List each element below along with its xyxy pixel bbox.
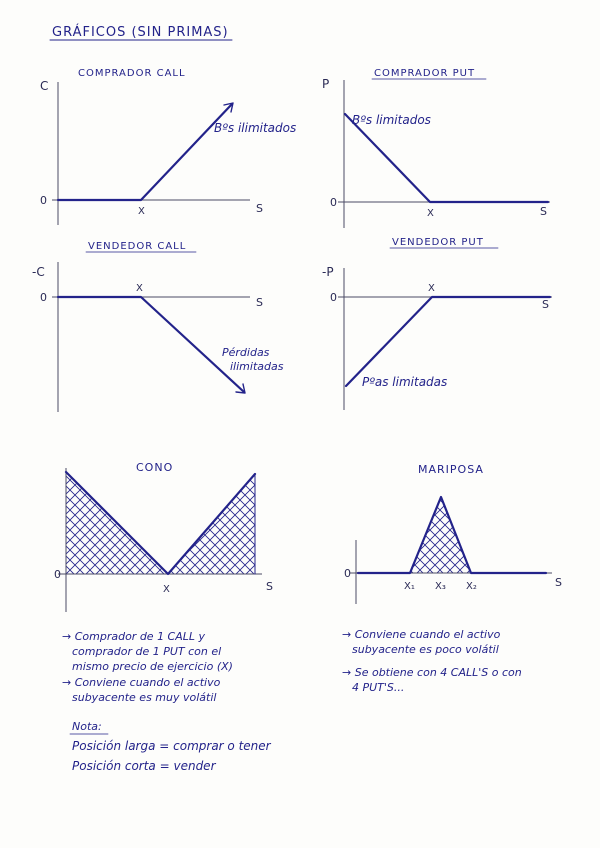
chart-title: CONO: [136, 461, 174, 474]
note-line: 4 PUT'S...: [352, 681, 405, 694]
payoff-line: [346, 297, 550, 386]
y-axis-label: -P: [322, 265, 334, 279]
x-axis-label: S: [542, 298, 549, 311]
payoff-line: [58, 104, 232, 200]
y-axis-label: -C: [32, 265, 45, 279]
note-line: → Conviene cuando el activo: [342, 628, 501, 641]
notes-mariposa: [342, 628, 522, 694]
chart-comprador-put: [322, 68, 550, 228]
strike-label: X: [427, 208, 434, 219]
notes-cono: [62, 630, 233, 704]
x-axis-label: S: [266, 580, 273, 593]
note-line: → Conviene cuando el activo: [62, 676, 221, 689]
zero-label: 0: [40, 291, 47, 304]
payoff-annotation-line2: ilimitadas: [230, 360, 284, 373]
x-axis-label: S: [555, 576, 562, 589]
strike-label: X: [136, 283, 143, 294]
payoff-line: [58, 297, 244, 392]
profit-area: [410, 497, 471, 573]
nota-line: Posición larga = comprar o tener: [72, 739, 271, 753]
payoff-line: [345, 114, 548, 202]
chart-mariposa: [344, 463, 562, 604]
note-line: comprador de 1 PUT con el: [72, 645, 222, 658]
x-axis-label: S: [540, 205, 547, 218]
x-axis-label: S: [256, 296, 263, 309]
payoff-annotation: Bºs limitados: [352, 113, 431, 127]
y-axis-label: C: [40, 79, 49, 93]
payoff-annotation: Pºas limitadas: [362, 375, 448, 389]
note-line: mismo precio de ejercicio (X): [72, 660, 233, 673]
nota-section: [70, 720, 272, 773]
zero-label: 0: [344, 567, 351, 580]
chart-title: VENDEDOR PUT: [392, 237, 484, 248]
chart-title: COMPRADOR CALL: [78, 68, 186, 79]
x2-label: X₂: [466, 581, 477, 592]
note-line: → Comprador de 1 CALL y: [62, 630, 206, 643]
strike-label: X: [163, 584, 170, 595]
x-axis-label: S: [256, 202, 263, 215]
strike-label: X: [428, 283, 435, 294]
chart-vendedor-call: [32, 241, 284, 412]
payoff-annotation: Bºs ilimitados: [214, 121, 297, 135]
chart-title: VENDEDOR CALL: [88, 241, 187, 252]
chart-vendedor-put: [322, 237, 552, 410]
payoff-annotation-line1: Pérdidas: [222, 346, 270, 359]
chart-title: MARIPOSA: [418, 463, 484, 476]
x1-label: X₁: [404, 581, 415, 592]
chart-cono: [54, 461, 273, 612]
chart-title: COMPRADOR PUT: [374, 68, 476, 79]
page-title: GRÁFICOS (SIN PRIMAS): [52, 25, 229, 40]
chart-comprador-call: [40, 68, 296, 225]
zero-label: 0: [54, 568, 61, 581]
strike-label: X: [138, 206, 145, 217]
zero-label: 0: [330, 196, 337, 209]
note-line: → Se obtiene con 4 CALL'S o con: [342, 666, 522, 679]
zero-label: 0: [40, 194, 47, 207]
note-line: subyacente es poco volátil: [352, 643, 499, 656]
nota-heading: Nota:: [72, 720, 102, 733]
nota-line: Posición corta = vender: [72, 759, 216, 773]
zero-label: 0: [330, 291, 337, 304]
x3-label: X₃: [435, 581, 446, 592]
note-line: subyacente es muy volátil: [72, 691, 217, 704]
y-axis-label: P: [322, 77, 330, 91]
